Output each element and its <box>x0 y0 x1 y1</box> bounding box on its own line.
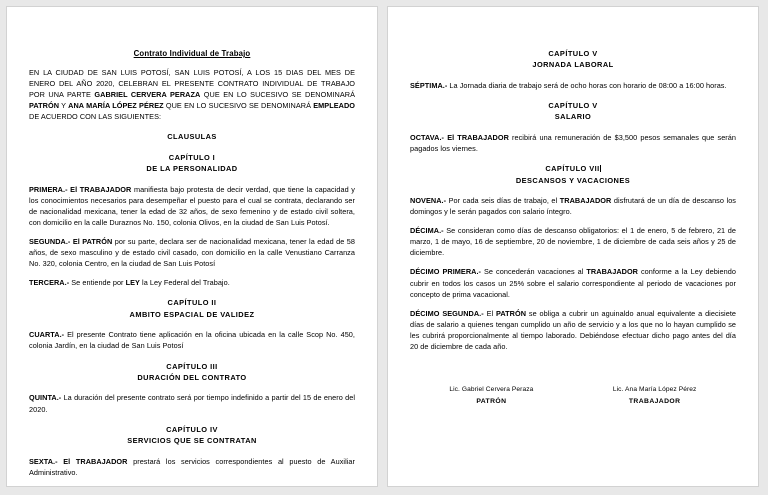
clause-octava <box>410 132 736 154</box>
capitulo-6-subtitle: SALARIO <box>554 112 592 122</box>
intro-text-4: QUE EN LO SUCESIVO SE DENOMINARÁ <box>163 101 314 111</box>
capitulo-5-title: CAPÍTULO V <box>548 49 598 58</box>
trabajador-name: ANA MARÍA LÓPEZ PÉREZ <box>68 101 164 111</box>
capitulo-4-title: CAPÍTULO IV <box>166 424 218 434</box>
clause-primera-text: manifiesta bajo protesta de decir verdad, que tiene la capacidad y los conocimientos necesarios para desempeñar el puesto para el cual se contrata, declarando ser de nacionalidad mexicana, tener la edad de 32 años, de sexo femenino y de estado civil soltera, con domicilio en la calle Duraznos No. 150, colonia Olivos, en la ciudad de San Luis Potosí. <box>29 184 355 228</box>
capitulo-5-heading-group <box>410 48 736 71</box>
signature-trabajador <box>579 386 730 405</box>
clause-segunda-subject: El PATRÓN <box>72 237 113 247</box>
capitulo-7-title <box>410 163 736 174</box>
clause-tercera-subject: LEY <box>125 278 140 288</box>
clause-tercera-label: TERCERA.- <box>29 278 70 288</box>
capitulo-1-subtitle: DE LA PERSONALIDAD <box>146 164 238 174</box>
intro-text-1: EN LA CIUDAD DE SAN LUIS POTOSÍ, SAN LUIS POTOSÍ, A LOS 15 DIAS DEL MES DE ENERO DEL AÑO 2020, CELEBRAN EL PRESENTE CONTRATO INDIVIDUAL DE TRABAJO POR UNA PARTE <box>29 68 355 100</box>
capitulo-6-title: CAPÍTULO V <box>548 101 598 111</box>
clause-quinta <box>29 392 355 414</box>
clause-decima-segunda-label: DÉCIMO SEGUNDA.- <box>410 308 484 318</box>
capitulo-7-subtitle: DESCANSOS Y VACACIONES <box>515 175 631 185</box>
clause-septima-text: La Jornada diaria de trabajo será de ocho horas con horario de 08:00 a 16:00 horas. <box>447 80 727 90</box>
clause-octava-subject: El TRABAJADOR <box>447 132 509 142</box>
clause-decima-primera-text-before: Se concederán vacaciones al <box>481 267 587 277</box>
clause-decima-segunda-subject: PATRÓN <box>496 308 527 318</box>
clause-decima-text: Se consideran como días de descanso obligatorios: el 1 de enero, 5 de febrero, 21 de marzo, 1 de mayo, 16 de septiembre, 20 de noviembre, 1 de diciembre de cada seis años y 25 de diciembre. <box>410 226 736 258</box>
clause-decima-segunda-text-after: se obliga a cubrir un aguinaldo anual equivalente a diecisiete días de salario a quienes tengan cumplido un año de servicio y a los que no lo hayan cumplido se les cubrirá proporcionalmente al tiempo laborado. Debiéndose efectuar dicho pago antes del día 20 de diciembre de cada año. <box>410 308 736 351</box>
document-page-2[interactable] <box>387 6 759 487</box>
clause-sexta <box>29 456 355 478</box>
signature-trabajador-name: Lic. Ana María López Pérez <box>612 385 697 393</box>
clause-cuarta <box>29 329 355 351</box>
clause-tercera-text-after: la Ley Federal del Trabajo. <box>139 278 230 288</box>
clause-decima-primera-text-after: conforme a la Ley debiendo cubrir en todos los casos un 25% sobre el salario correspondiente al periodo de vacaciones por concepto de prima vacacional. <box>410 267 736 299</box>
clause-decima-primera-label: DÉCIMO PRIMERA.- <box>410 267 482 277</box>
clause-quinta-text: La duración del presente contrato será por tiempo indefinido a partir del 15 de enero del 2020. <box>29 393 355 414</box>
clause-tercera-text-before: Se entiende por <box>69 278 126 288</box>
clause-sexta-text: prestará los servicios correspondientes al puesto de Auxiliar Administrativo. <box>29 456 356 477</box>
clause-segunda <box>29 236 355 269</box>
clause-segunda-label: SEGUNDA.- <box>29 237 71 247</box>
clause-primera <box>29 184 355 228</box>
clause-primera-label: PRIMERA.- <box>29 184 68 194</box>
clause-decima <box>410 225 736 258</box>
clause-sexta-subject: El TRABAJADOR <box>63 456 128 466</box>
clause-octava-text: recibirá una remuneración de $3,500 pesos semanales que serán pagados los viernes. <box>410 132 737 154</box>
clause-primera-subject: El TRABAJADOR <box>70 184 132 194</box>
empleado-role: EMPLEADO <box>313 101 355 111</box>
capitulo-3-heading-group <box>29 361 355 384</box>
patron-role: PATRÓN <box>29 101 60 111</box>
capitulo-7-heading-group <box>410 163 736 186</box>
intro-text-5: DE ACUERDO CON LAS SIGUIENTES: <box>29 112 162 122</box>
clause-decima-primera-subject: TRABAJADOR <box>586 267 638 277</box>
signature-patron-role: PATRÓN <box>476 397 507 405</box>
capitulo-5-subtitle: JORNADA LABORAL <box>532 60 614 70</box>
capitulo-2-heading-group <box>29 297 355 320</box>
clause-novena-label: NOVENA.- <box>410 196 447 206</box>
capitulo-6-heading-group <box>410 100 736 123</box>
signature-patron-name: Lic. Gabriel Cervera Peraza <box>449 385 534 393</box>
page-title: Contrato Individual de Trabajo <box>133 49 251 58</box>
clause-decima-primera <box>410 266 736 299</box>
capitulo-2-subtitle: AMBITO ESPACIAL DE VALIDEZ <box>129 309 255 319</box>
clause-cuarta-text: El presente Contrato tiene aplicación en la oficina ubicada en la calle Scop No. 450, colonia Jardín, en la ciudad de San Luis Potosí <box>29 330 355 351</box>
clause-cuarta-label: CUARTA.- <box>29 330 65 340</box>
intro-text-2: QUE EN LO SUCESIVO SE DENOMINARÁ <box>200 90 355 100</box>
capitulo-3-subtitle: DURACIÓN DEL CONTRATO <box>137 372 247 382</box>
clause-novena-subject: TRABAJADOR <box>559 196 612 206</box>
clause-quinta-label: QUINTA.- <box>29 393 62 403</box>
signature-block <box>410 386 736 405</box>
clause-octava-label: OCTAVA.- <box>410 132 445 142</box>
capitulo-4-subtitle: SERVICIOS QUE SE CONTRATAN <box>127 436 257 446</box>
intro-text-3: Y <box>59 101 69 111</box>
clause-septima-label: SÉPTIMA.- <box>410 80 448 90</box>
clausulas-heading: CLAUSULAS <box>167 132 217 142</box>
clause-tercera <box>29 277 355 288</box>
clause-novena <box>410 195 736 217</box>
text-cursor-caret <box>600 165 601 172</box>
capitulo-1-heading-group <box>29 152 355 175</box>
clause-septima <box>410 80 736 91</box>
capitulo-1-title: CAPÍTULO I <box>168 152 216 162</box>
clause-decima-segunda-text-before: El <box>483 308 497 318</box>
patron-name: GABRIEL CERVERA PERAZA <box>94 90 201 100</box>
signature-patron <box>416 386 567 405</box>
clause-decima-segunda <box>410 308 736 352</box>
clause-novena-text-before: Por cada seis días de trabajo, el <box>446 196 560 206</box>
capitulo-4-heading-group <box>29 424 355 447</box>
signature-trabajador-role: TRABAJADOR <box>628 397 681 405</box>
clause-novena-text-after: disfrutará de un día de descanso los domingos y le serán pagados con salario íntegro. <box>410 196 736 217</box>
document-page-1[interactable] <box>6 6 378 487</box>
clause-segunda-text: por su parte, declara ser de nacionalidad mexicana, tener la edad de 58 años, de sexo masculino y de estado civil casado, con domicilio en la calle Venustiano Carranza No. 320, colonia Centro, en la ciudad de San Luis Potosí <box>29 237 355 269</box>
clausulas-heading-group <box>29 131 355 142</box>
capitulo-3-title: CAPÍTULO III <box>166 361 218 371</box>
clause-sexta-label: SEXTA.- <box>29 456 58 466</box>
capitulo-7-title-text: CAPÍTULO VII <box>545 164 600 174</box>
intro-paragraph <box>29 67 355 122</box>
clause-decima-label: DÉCIMA.- <box>410 226 444 236</box>
capitulo-2-title: CAPÍTULO II <box>167 298 217 308</box>
